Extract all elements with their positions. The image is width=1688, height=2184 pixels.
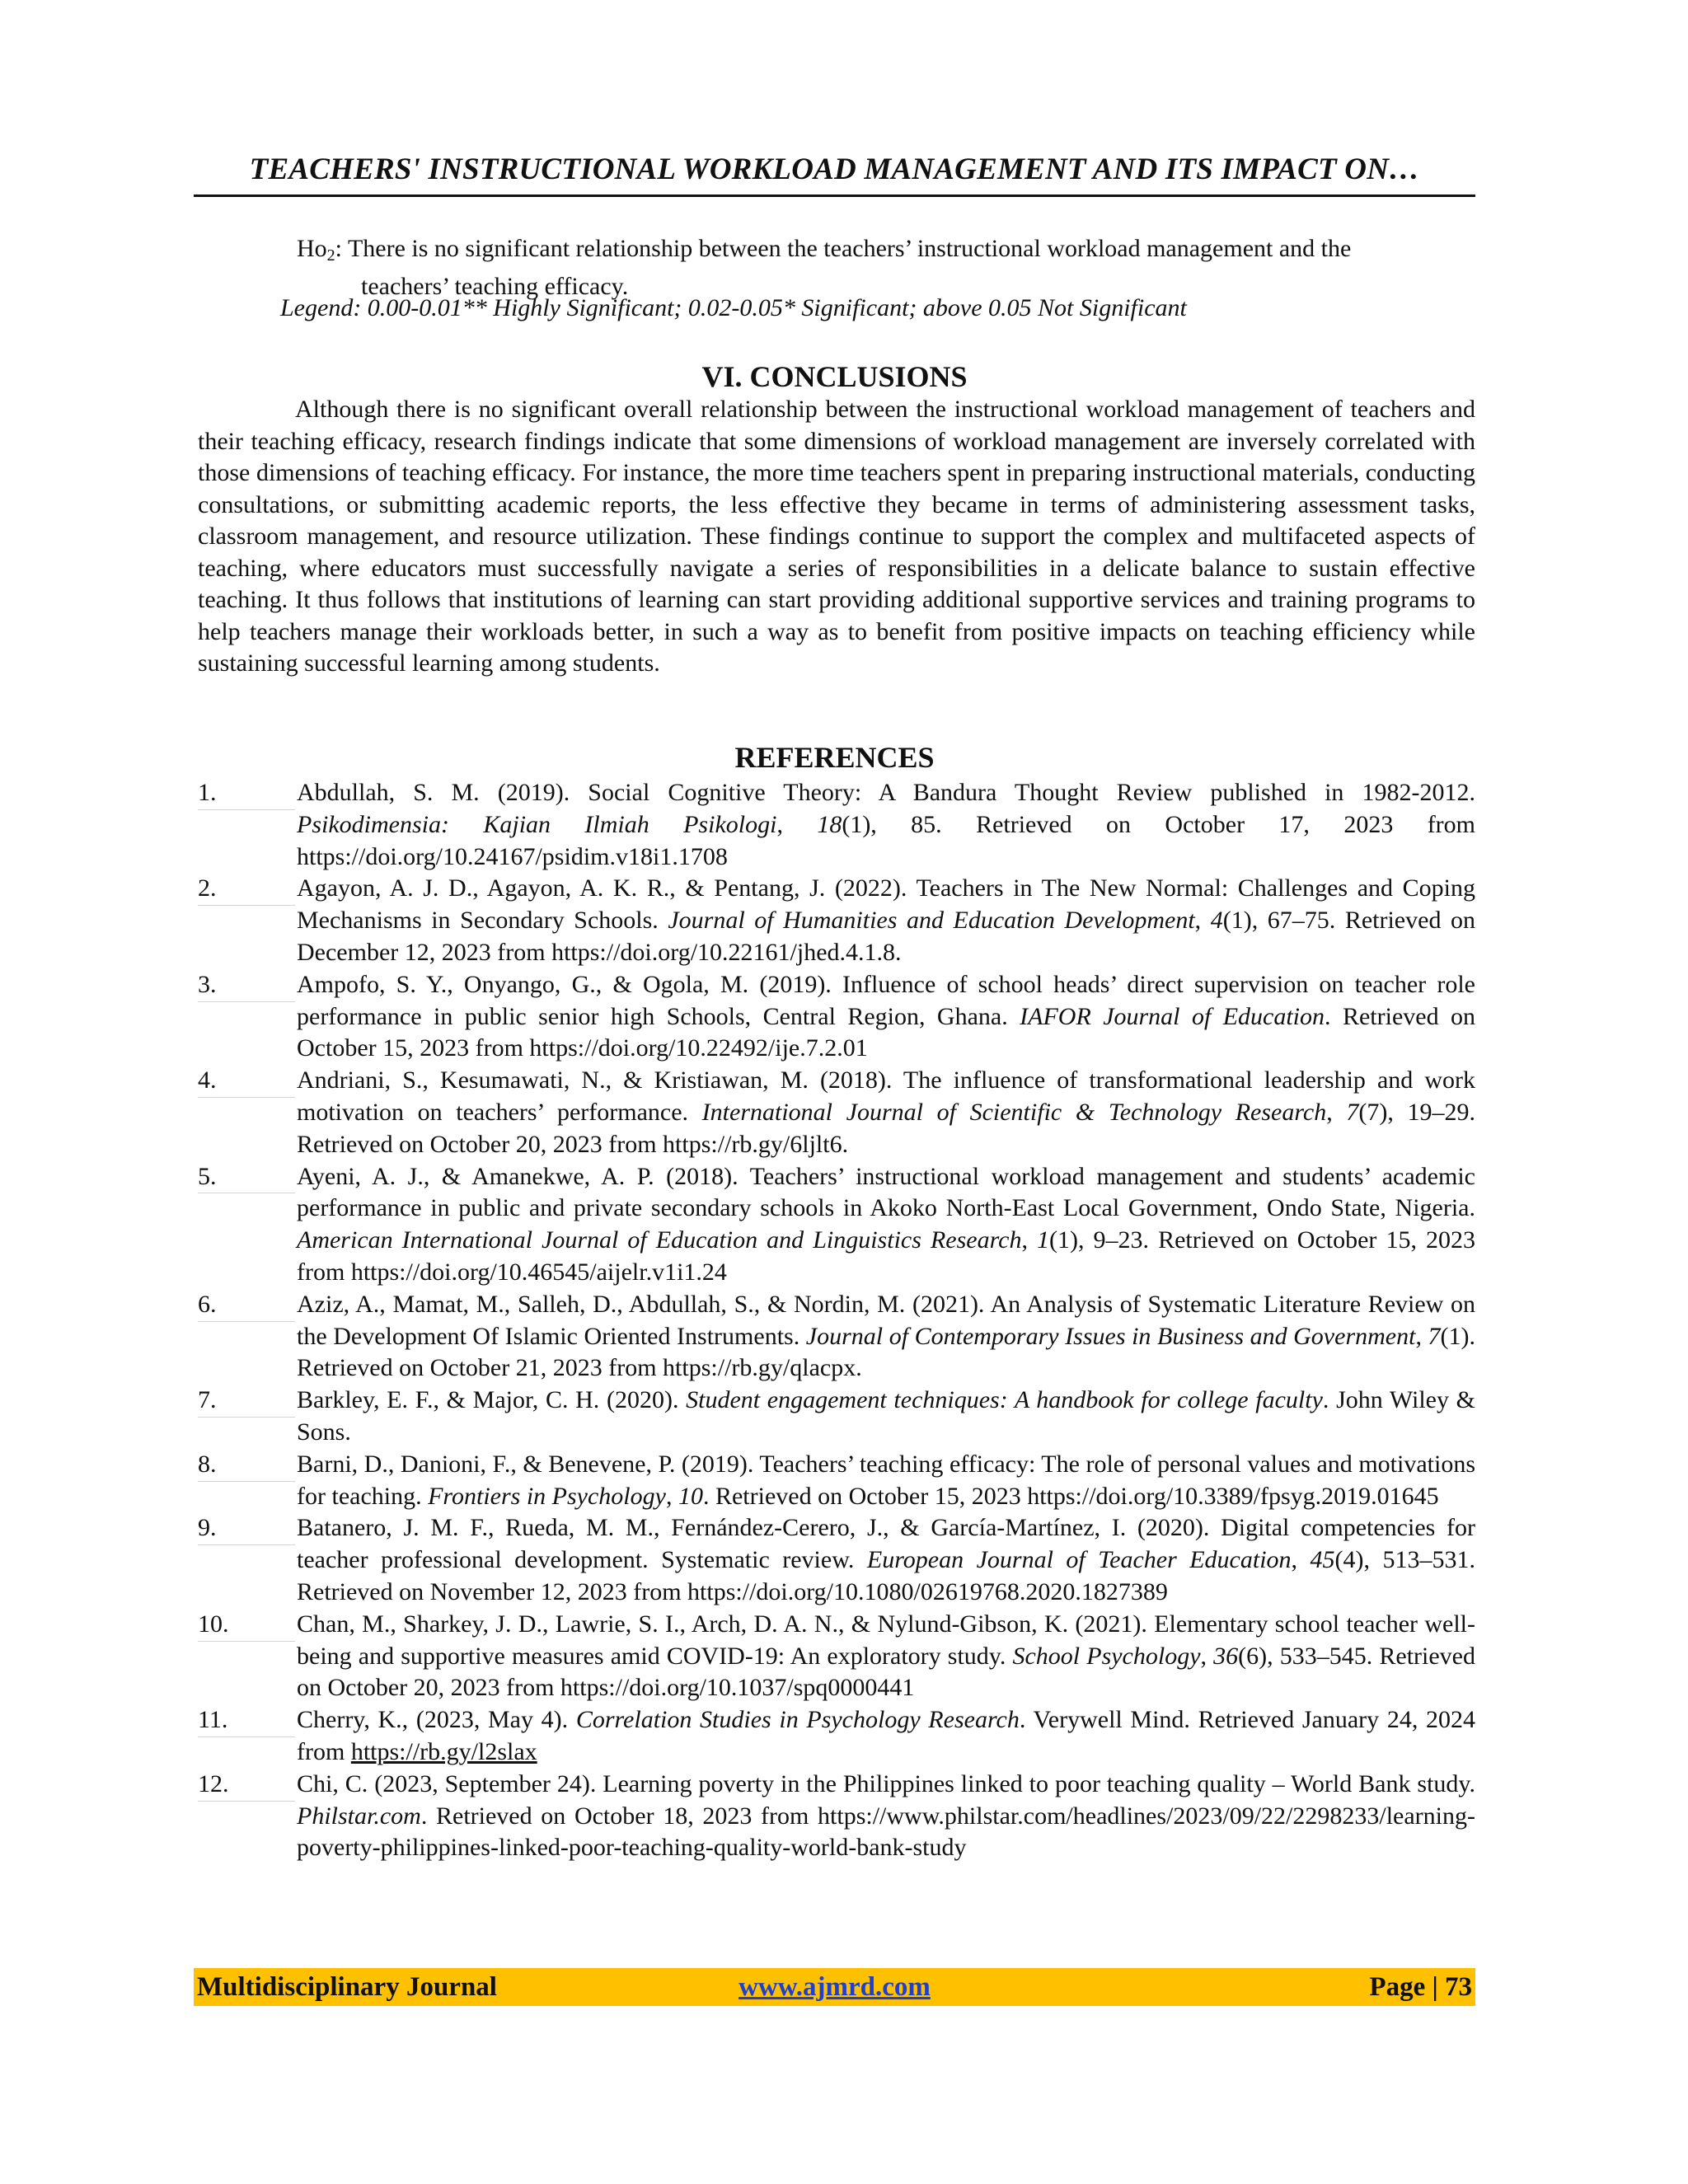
reference-retrieval: (1), 85. Retrieved on October 17, 2023 from https://doi.org/10.24167/psidim.v18i1.1708 bbox=[297, 810, 1476, 870]
reference-journal: Frontiers in Psychology bbox=[428, 1482, 666, 1510]
reference-retrieval: . Retrieved on October 15, 2023 from https://doi.org/10.22492/ije.7.2.01 bbox=[297, 1002, 1475, 1062]
reference-authors-title: Ampofo, S. Y., Onyango, G., & Ogola, M. (2019). Influence of school heads’ direct supervision on teacher role performance in public senior high Schools, Central Region, Ghana. bbox=[297, 970, 1475, 1030]
reference-item bbox=[198, 1704, 1475, 1769]
reference-retrieval: (4), 513–531. Retrieved on November 12, 2023 from https://doi.org/10.1080/02619768.2020.1827389 bbox=[297, 1546, 1475, 1605]
reference-number: 2. bbox=[198, 873, 295, 906]
reference-text bbox=[297, 1289, 1475, 1385]
reference-separator: , bbox=[1021, 1226, 1037, 1254]
page-footer bbox=[194, 1968, 1475, 2006]
reference-item bbox=[198, 1449, 1475, 1513]
reference-authors-title: Barni, D., Danioni, F., & Benevene, P. (2019). Teachers’ teaching efficacy: The role of personal values and motivations for teaching. bbox=[297, 1450, 1475, 1510]
reference-text bbox=[297, 1449, 1475, 1513]
reference-item bbox=[198, 777, 1475, 873]
reference-text bbox=[297, 1704, 1475, 1769]
reference-journal: Philstar.com bbox=[297, 1802, 421, 1830]
reference-text bbox=[297, 777, 1475, 873]
reference-separator: , bbox=[665, 1482, 678, 1510]
reference-journal: International Journal of Scientific & Technology Research bbox=[701, 1098, 1327, 1126]
hypothesis-line-1: : There is no significant relationship between the teachers’ instructional workload management and the bbox=[335, 235, 1352, 262]
reference-volume: 10 bbox=[678, 1482, 703, 1510]
reference-item bbox=[198, 1512, 1475, 1608]
reference-separator: , bbox=[776, 810, 818, 838]
references-list bbox=[198, 777, 1475, 1864]
reference-journal: Psikodimensia: Kajian Ilmiah Psikologi bbox=[297, 810, 777, 838]
hypothesis-label: Ho bbox=[297, 235, 327, 262]
reference-number: 4. bbox=[198, 1065, 295, 1098]
reference-item bbox=[198, 1065, 1475, 1160]
reference-authors-title: Chi, C. (2023, September 24). Learning poverty in the Philippines linked to poor teaching quality – World Bank study. bbox=[297, 1769, 1475, 1797]
reference-authors-title: Batanero, J. M. F., Rueda, M. M., Fernández-Cerero, J., & García-Martínez, I. (2020). Digital competencies for teacher professional development. Systematic review. bbox=[297, 1514, 1475, 1574]
reference-authors-title: Aziz, A., Mamat, M., Salleh, D., Abdullah, S., & Nordin, M. (2021). An Analysis of Systematic Literature Review on the Development Of Islamic Oriented Instruments. bbox=[297, 1290, 1475, 1350]
reference-number: 9. bbox=[198, 1512, 295, 1545]
reference-separator: , bbox=[1326, 1098, 1347, 1126]
reference-volume: 4 bbox=[1210, 907, 1223, 935]
reference-retrieval: . Retrieved on October 18, 2023 from https://www.philstar.com/headlines/2023/09/22/2298233/learning-poverty-philippines-linked-poor-teaching-quality-world-bank-study bbox=[297, 1802, 1475, 1862]
reference-journal: IAFOR Journal of Education bbox=[1020, 1002, 1325, 1030]
reference-journal: School Psychology bbox=[1012, 1642, 1201, 1670]
reference-volume: 45 bbox=[1310, 1546, 1335, 1574]
footer-page-number: Page | 73 bbox=[1369, 1972, 1472, 2002]
reference-item bbox=[198, 1161, 1475, 1289]
reference-item bbox=[198, 1609, 1475, 1704]
footer-website-link[interactable]: www.ajmrd.com bbox=[738, 1972, 931, 2002]
hypothesis-line-2: teachers’ teaching efficacy. bbox=[361, 273, 629, 300]
reference-text bbox=[297, 1385, 1475, 1449]
reference-number: 12. bbox=[198, 1769, 295, 1802]
hypothesis-statement bbox=[297, 233, 1488, 302]
reference-retrieval: (7), 19–29. Retrieved on October 20, 2023 from https://rb.gy/6ljlt6. bbox=[297, 1098, 1476, 1158]
reference-item bbox=[198, 873, 1475, 968]
reference-volume: 7 bbox=[1346, 1098, 1359, 1126]
reference-number: 1. bbox=[198, 777, 295, 810]
header-rule bbox=[194, 194, 1475, 197]
reference-text bbox=[297, 1065, 1475, 1160]
reference-authors-title: Chan, M., Sharkey, J. D., Lawrie, S. I., Arch, D. A. N., & Nylund-Gibson, K. (2021). Elementary school teacher well-being and supportive measures amid COVID-19: An exploratory study. bbox=[297, 1610, 1475, 1670]
reference-number: 3. bbox=[198, 969, 295, 1002]
reference-volume: 36 bbox=[1213, 1642, 1239, 1670]
reference-retrieval: (1), 67–75. Retrieved on December 12, 2023 from https://doi.org/10.22161/jhed.4.1.8. bbox=[297, 907, 1475, 966]
reference-link[interactable]: https://rb.gy/l2slax bbox=[350, 1737, 537, 1765]
reference-number: 6. bbox=[198, 1289, 295, 1322]
reference-separator: , bbox=[1291, 1546, 1311, 1574]
reference-number: 8. bbox=[198, 1449, 295, 1482]
hypothesis-subscript: 2 bbox=[326, 246, 335, 265]
reference-text bbox=[297, 1161, 1475, 1289]
reference-item bbox=[198, 1289, 1475, 1385]
reference-journal: European Journal of Teacher Education bbox=[866, 1546, 1292, 1574]
reference-volume: 7 bbox=[1428, 1322, 1441, 1350]
footer-journal-name: Multidisciplinary Journal bbox=[197, 1972, 497, 2002]
reference-number: 10. bbox=[198, 1609, 295, 1642]
reference-retrieval: . Verywell Mind. Retrieved January 24, 2024 from bbox=[297, 1706, 1475, 1765]
running-header: TEACHERS' INSTRUCTIONAL WORKLOAD MANAGEMENT AND ITS IMPACT ON… bbox=[249, 152, 1420, 186]
conclusions-paragraph: Although there is no significant overall relationship between the instructional workload management of teachers and their teaching efficacy, research findings indicate that some dimensions of workload management are inversely correlated with those dimensions of teaching efficacy. For instance, the more time teachers spent in preparing instructional materials, conducting consultations, or submitting academic reports, the less effective they became in terms of administering assessment tasks, classroom management, and resource utilization. These findings continue to support the complex and multifaceted aspects of teaching, where educators must successfully navigate a series of responsibilities in a delicate balance to sustain effective teaching. It thus follows that institutions of learning can start providing additional supportive services and training programs to help teachers manage their workloads better, in such a way as to benefit from positive impacts on teaching efficiency while sustaining successful learning among students. bbox=[198, 396, 1475, 677]
reference-authors-title: Andriani, S., Kesumawati, N., & Kristiawan, M. (2018). The influence of transformational leadership and work motivation on teachers’ performance. bbox=[297, 1066, 1475, 1126]
reference-item bbox=[198, 969, 1475, 1065]
reference-journal: American International Journal of Education and Linguistics Research bbox=[297, 1226, 1022, 1254]
reference-retrieval: (6), 533–545. Retrieved on October 20, 2023 from https://doi.org/10.1037/spq0000441 bbox=[297, 1642, 1475, 1702]
reference-text bbox=[297, 1512, 1475, 1608]
reference-authors-title: Agayon, A. J. D., Agayon, A. K. R., & Pentang, J. (2022). Teachers in The New Normal: Challenges and Coping Mechanisms in Secondary Schools. bbox=[297, 874, 1475, 935]
reference-separator: , bbox=[1194, 907, 1211, 935]
reference-number: 5. bbox=[198, 1161, 295, 1194]
reference-authors-title: Abdullah, S. M. (2019). Social Cognitive Theory: A Bandura Thought Review published in 1982-2012. bbox=[297, 779, 1475, 806]
reference-journal: Student engagement techniques: A handbook for college faculty bbox=[686, 1386, 1323, 1414]
reference-volume: 18 bbox=[817, 810, 842, 838]
reference-retrieval: . Retrieved on October 15, 2023 https://doi.org/10.3389/fpsyg.2019.01645 bbox=[702, 1482, 1439, 1510]
significance-legend: Legend: 0.00-0.01** Highly Significant; 0.02-0.05* Significant; above 0.05 Not Significant bbox=[280, 294, 1187, 321]
reference-journal: Correlation Studies in Psychology Research bbox=[575, 1706, 1020, 1734]
reference-journal: Journal of Humanities and Education Development bbox=[668, 907, 1195, 935]
reference-text bbox=[297, 969, 1475, 1065]
reference-authors-title: Ayeni, A. J., & Amanekwe, A. P. (2018). Teachers’ instructional workload management and students’ academic performance in public and private secondary schools in Akoko North-East Local Government, Ondo State, Nigeria. bbox=[297, 1162, 1475, 1222]
footer-website bbox=[194, 1972, 1475, 2003]
reference-number: 11. bbox=[198, 1704, 295, 1737]
reference-retrieval: (1), 9–23. Retrieved on October 15, 2023 from https://doi.org/10.46545/aijelr.v1i1.24 bbox=[297, 1226, 1475, 1286]
reference-text bbox=[297, 873, 1475, 968]
references-heading: REFERENCES bbox=[734, 741, 935, 774]
reference-retrieval: (1). Retrieved on October 21, 2023 from https://rb.gy/qlacpx. bbox=[297, 1322, 1475, 1382]
conclusions-heading: VI. CONCLUSIONS bbox=[701, 360, 968, 393]
reference-authors-title: Cherry, K., (2023, May 4). bbox=[297, 1706, 576, 1734]
reference-journal: Journal of Contemporary Issues in Business and Government bbox=[805, 1322, 1416, 1350]
reference-retrieval: . John Wiley & Sons. bbox=[297, 1386, 1475, 1446]
reference-separator: , bbox=[1415, 1322, 1428, 1350]
reference-text bbox=[297, 1769, 1475, 1864]
reference-item bbox=[198, 1769, 1475, 1864]
reference-item bbox=[198, 1385, 1475, 1449]
reference-authors-title: Barkley, E. F., & Major, C. H. (2020). bbox=[297, 1386, 687, 1414]
reference-text bbox=[297, 1609, 1475, 1704]
reference-number: 7. bbox=[198, 1385, 295, 1418]
reference-separator: , bbox=[1200, 1642, 1214, 1670]
reference-volume: 1 bbox=[1037, 1226, 1049, 1254]
